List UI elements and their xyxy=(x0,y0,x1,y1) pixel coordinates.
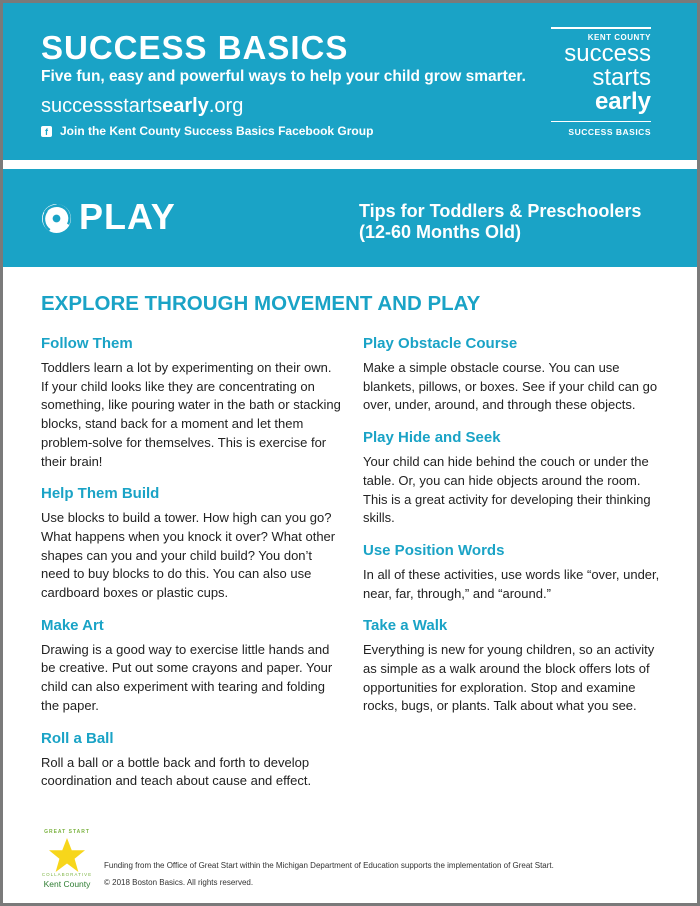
url-bold: early xyxy=(162,95,209,117)
success-starts-early-logo xyxy=(551,27,651,137)
page-subtitle: Five fun, easy and powerful ways to help your child grow smarter. xyxy=(41,68,526,85)
copyright: © 2018 Boston Basics. All rights reserved. xyxy=(104,878,254,887)
logo-name: Kent County xyxy=(43,879,91,889)
tip-body: Roll a ball or a bottle back and forth to develop coordination and teach about cause and effect. xyxy=(41,754,312,789)
tip-title: Play Hide and Seek xyxy=(363,429,501,447)
star-icon xyxy=(48,837,86,873)
logo-mid-text: COLLABORATIVE xyxy=(41,872,93,877)
url-tld: .org xyxy=(208,95,244,117)
tip-line1: Tips for Toddlers & Preschoolers xyxy=(359,201,642,221)
logo-top-text: GREAT START xyxy=(44,829,90,835)
funding-note: Funding from the Office of Great Start within the Michigan Department of Education supports the implementation of Great Start. xyxy=(104,861,554,870)
logo-line1: success xyxy=(564,40,651,67)
tip-body: Everything is new for young children, so an activity as simple as a walk around the block offers lots of opportunities for exploration. Stop and examine rocks, bugs, or plants. Talk about what you see. xyxy=(363,642,655,714)
tip-title: Take a Walk xyxy=(363,617,448,635)
right-column xyxy=(363,335,663,730)
logo-tag: SUCCESS BASICS xyxy=(568,127,651,137)
header-banner xyxy=(3,3,697,160)
tip-body: Your child can hide behind the couch or under the table. Or, you can hide objects around the room. This is a great activity for developing their thinking skills. xyxy=(363,454,651,526)
tip-title: Help Them Build xyxy=(41,485,160,503)
tip-body: Make a simple obstacle course. You can use blankets, pillows, or boxes. See if your child can go over, under, around, and through these objects. xyxy=(363,360,658,413)
url-plain: successstarts xyxy=(41,95,163,117)
tip-title: Use Position Words xyxy=(363,541,505,559)
great-start-logo xyxy=(31,829,103,891)
main-heading: EXPLORE THROUGH MOVEMENT AND PLAY xyxy=(41,292,481,315)
section-title: PLAY xyxy=(79,196,176,237)
facebook-text: Join the Kent County Success Basics Facebook Group xyxy=(60,124,374,138)
logo-line2: starts xyxy=(592,64,651,91)
facebook-icon: f xyxy=(41,126,52,137)
play-band xyxy=(3,169,697,267)
website-link[interactable] xyxy=(41,95,243,118)
tip-body: In all of these activities, use words like “over, under, near, far, through,” and “around.” xyxy=(363,566,660,601)
page-title: SUCCESS BASICS xyxy=(41,29,349,66)
tip-title: Play Obstacle Course xyxy=(363,335,518,352)
age-range xyxy=(359,201,641,243)
logo-county: KENT COUNTY xyxy=(587,33,651,42)
tip-title: Roll a Ball xyxy=(41,729,114,747)
tip-title: Make Art xyxy=(41,616,104,634)
left-column xyxy=(41,335,341,805)
tip-body: Toddlers learn a lot by experimenting on their own. If your child looks like they are concentrating on something, like pouring water in the bath or stacking blocks, stand back for a moment and let them problem-solve for themselves. This is exercise for their brain! xyxy=(41,360,341,469)
tip-body: Use blocks to build a tower. How high can you go? What happens when you knock it over? What other shapes can you and your child build? You don’t need to buy blocks to do this. You can also use cardboard boxes or plastic cups. xyxy=(41,510,336,601)
flyer-page xyxy=(3,3,697,903)
tip-body: Drawing is a good way to exercise little hands and be creative. Put out some crayons and paper. Your child can also experiment with tearing and folding the paper. xyxy=(41,641,333,713)
tip-title: Follow Them xyxy=(41,335,133,352)
ball-icon xyxy=(41,203,72,234)
logo-line3: early xyxy=(594,88,651,115)
facebook-group-link[interactable] xyxy=(41,124,373,138)
tip-line2: (12-60 Months Old) xyxy=(359,222,522,242)
